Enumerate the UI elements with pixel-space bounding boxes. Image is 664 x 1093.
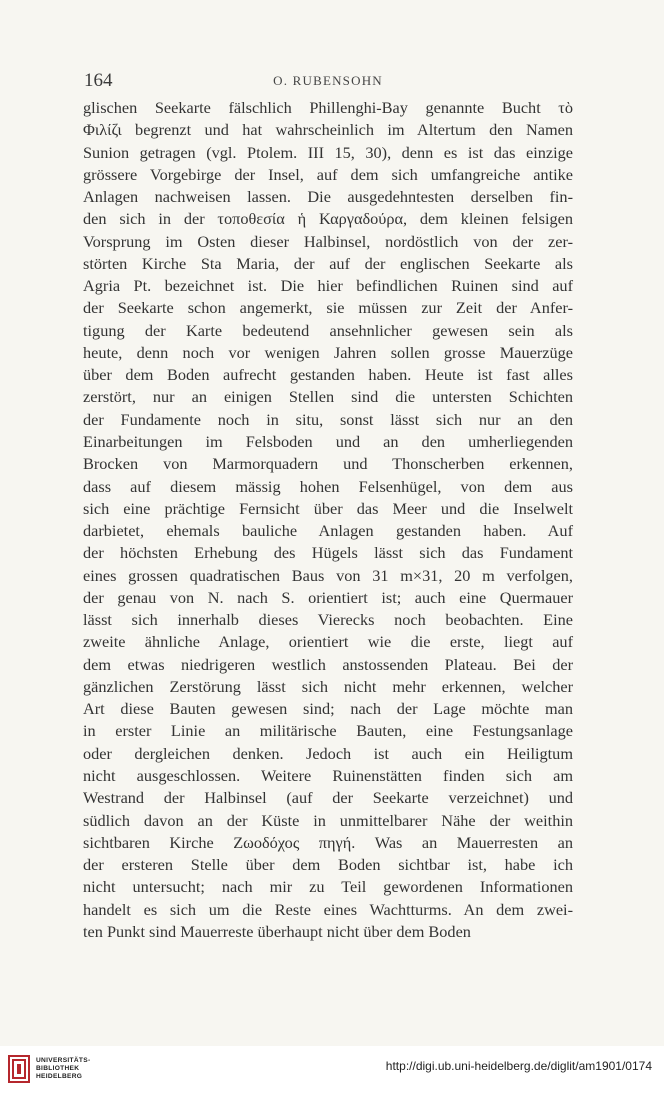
text-line: der Fundamente noch in situ, sonst lässt sich nur an den xyxy=(83,409,573,429)
text-line: in erster Linie an militärische Bauten, eine Festungsanlage xyxy=(83,721,573,741)
text-line: der höchsten Erhebung des Hügels lässt sich das Fundament xyxy=(83,543,573,563)
library-name xyxy=(36,1057,90,1081)
text-line: lässt sich innerhalb dieses Vierecks noch beobachten. Eine xyxy=(83,610,573,630)
text-line: ten Punkt sind Mauerreste überhaupt nicht über dem Boden xyxy=(83,921,471,941)
text-line: tigung der Karte bedeutend ansehnlicher gewesen sein als xyxy=(83,320,573,340)
text-line: zweite ähnliche Anlage, orientiert wie die erste, liegt auf xyxy=(83,632,573,652)
text-line: sich eine prächtige Fernsicht über das Meer und die Inselwelt xyxy=(83,498,573,518)
text-line: Vorsprung im Osten dieser Halbinsel, nordöstlich von der zer- xyxy=(83,231,573,251)
text-line: Agria Pt. bezeichnet ist. Die hier befindlichen Ruinen sind auf xyxy=(83,276,573,296)
text-line: eines grossen quadratischen Baus von 31 m×31, 20 m verfolgen, xyxy=(83,565,573,585)
page-number: 164 xyxy=(84,70,113,91)
text-line: Sunion getragen (vgl. Ptolem. III 15, 30), denn es ist das einzige xyxy=(83,142,573,162)
text-line: oder dergleichen denken. Jedoch ist auch ein Heiligtum xyxy=(83,743,573,763)
text-line: darbietet, ehemals bauliche Anlagen gestanden haben. Auf xyxy=(83,521,573,541)
text-line: der ersteren Stelle über dem Boden sichtbar ist, habe ich xyxy=(83,855,573,875)
text-line: nicht untersucht; nach mir zu Teil gewordenen Informationen xyxy=(83,877,573,897)
text-line: dem etwas niedrigeren westlich anstossenden Plateau. Bei der xyxy=(83,654,573,674)
library-name-line: BIBLIOTHEK xyxy=(36,1065,80,1072)
footer xyxy=(0,1046,664,1093)
text-line: handelt es sich um die Reste eines Wachtturms. An dem zwei- xyxy=(83,899,573,919)
library-name-line: UNIVERSITÄTS- xyxy=(36,1057,91,1064)
text-line: über dem Boden aufrecht gestanden haben. Heute ist fast alles xyxy=(83,365,573,385)
library-name-line: HEIDELBERG xyxy=(36,1073,83,1080)
text-line: zerstört, nur an einigen Stellen sind die untersten Schichten xyxy=(83,387,573,407)
page-header xyxy=(84,70,572,94)
text-line: der genau von N. nach S. orientiert ist; auch eine Quermauer xyxy=(83,587,573,607)
text-line: Westrand der Halbinsel (auf der Seekarte verzeichnet) und xyxy=(83,788,573,808)
running-head: O. RUBENSOHN xyxy=(273,73,383,88)
text-line: sichtbaren Kirche Ζωοδόχος πηγή. Was an Mauerresten an xyxy=(83,832,573,852)
text-line: glischen Seekarte fälschlich Phillenghi-Bay genannte Bucht τὸ xyxy=(83,98,573,117)
body-text xyxy=(83,97,573,943)
text-line: den sich in der τοποθεσία ἡ Καργαδούρα, dem kleinen felsigen xyxy=(83,209,573,229)
text-line: dass auf diesem mässig hohen Felsenhügel, von dem aus xyxy=(83,476,573,496)
text-line: nicht ausgeschlossen. Weitere Ruinenstätten finden sich am xyxy=(83,765,573,785)
text-line: Einarbeitungen im Felsboden und an den umherliegenden xyxy=(83,431,573,451)
text-line: Brocken von Marmorquadern und Thonscherben erkennen, xyxy=(83,454,573,474)
text-line: der Seekarte schon angemerkt, sie müssen zur Zeit der Anfer- xyxy=(83,298,573,318)
text-line: grössere Vorgebirge der Insel, auf dem sich umfangreiche antike xyxy=(83,164,573,184)
text-line: Φιλίζι begrenzt und hat wahrscheinlich im Altertum den Namen xyxy=(83,120,573,140)
text-line: gänzlichen Zerstörung lässt sich nicht mehr erkennen, welcher xyxy=(83,676,573,696)
text-line: südlich davon an der Küste in unmittelbarer Nähe der weithin xyxy=(83,810,573,830)
text-line: Anlagen nachweisen lassen. Die ausgedehntesten derselben fin- xyxy=(83,187,573,207)
source-url-link[interactable]: http://digi.ub.uni-heidelberg.de/diglit/am1901/0174 xyxy=(385,1059,652,1073)
text-line: heute, denn noch vor wenigen Jahren sollen grosse Mauerzüge xyxy=(83,342,573,362)
text-line: Art diese Bauten gewesen sind; nach der Lage möchte man xyxy=(83,699,573,719)
library-logo-icon xyxy=(8,1055,30,1083)
text-line: störten Kirche Sta Maria, der auf der englischen Seekarte als xyxy=(83,253,573,273)
